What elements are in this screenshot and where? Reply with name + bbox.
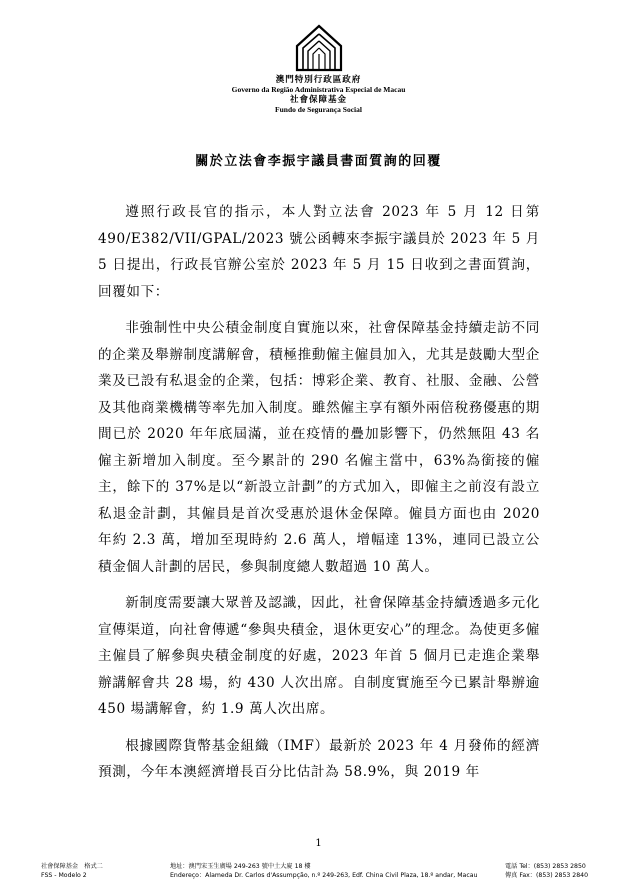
footer-form-block (41, 862, 103, 880)
footer-address-block (170, 862, 477, 880)
footer-fax: 傳真 Fax：(853) 2853 2840 (505, 872, 589, 879)
org-name-pt: Governo da Região Administrativa Especial de Macau (231, 85, 406, 94)
page-number: 1 (315, 838, 322, 849)
paragraph-intro: 遵照行政長官的指示，本人對立法會 2023 年 5 月 12 日第 490/E382/VII/GPAL/2023 號公函轉來李振宇議員於 2023 年 5 月 5 日提出，行政長官辦公室於 2023 年 5 月 15 日收到之書面質詢，回覆如下： (98, 204, 540, 300)
letterhead (0, 75, 637, 115)
document-body (98, 199, 540, 796)
footer-form-zh: 社會保障基金 格式二 (41, 863, 103, 870)
government-emblem-icon (295, 24, 343, 72)
paragraph-participation: 非強制性中央公積金制度自實施以來，社會保障基金持續走訪不同的企業及舉辦制度講解會，積極推動僱主僱員加入，尤其是鼓勵大型企業及已設有私退金的企業，包括：博彩企業、教育、社服、金融、公營及其他商業機構等率先加入制度。雖然僱主享有額外兩倍稅務優惠的期間已於 2020 年年底屆滿，並在疫情的疊加影響下，仍然無阻 43 名僱主新增加入制度。至今累計的 290 名僱主當中，63%為銜接的僱主，餘下的 37%是以“新設立計劃”的方式加入，即僱主之前沒有設立私退金計劃，其僱員是首次受惠於退休金保障。僱員方面也由 2020 年約 2.3 萬，增加至現時約 2.6 萬人，增幅達 13%，連同已設立公積金個人計劃的居民，參與制度總人數超過 10 萬人。 (98, 320, 540, 575)
paragraph-imf-forecast: 根據國際貨幣基金組織（IMF）最新於 2023 年 4 月發佈的經濟預測，今年本澳經濟增長百分比估計為 58.9%，與 2019 年 (98, 737, 540, 780)
footer-contact-block (505, 862, 588, 880)
fund-name-pt: Fundo de Segurança Social (275, 105, 362, 114)
footer-form-pt: FSS - Modelo 2 (41, 872, 87, 879)
footer-address-zh: 地址：澳門宋玉生廣場 249-263 號中土大廈 18 樓 (170, 863, 311, 870)
fund-name-zh: 社會保障基金 (289, 95, 347, 105)
footer-tel: 電話 Tel：(853) 2853 2850 (505, 863, 586, 870)
document-title: 關於立法會李振宇議員書面質詢的回覆 (195, 154, 442, 169)
page-footer (0, 862, 637, 892)
org-name-zh: 澳門特別行政區政府 (275, 75, 362, 85)
footer-address-pt: Endereço：Alameda Dr. Carlos d'Assumpção, n.º 249-263, Edf. China Civil Plaza, 18.º andar, Macau (170, 872, 478, 879)
paragraph-promotion: 新制度需要讓大眾普及認識，因此，社會保障基金持續透過多元化宣傳渠道，向社會傳遞“參與央積金，退休更安心”的理念。為使更多僱主僱員了解參與央積金制度的好處，2023 年首 5 個月已走進企業舉辦講解會共 28 場，約 430 人次出席。自制度實施至今已累計舉辦逾 450 場講解會，約 1.9 萬人次出席。 (98, 595, 540, 717)
